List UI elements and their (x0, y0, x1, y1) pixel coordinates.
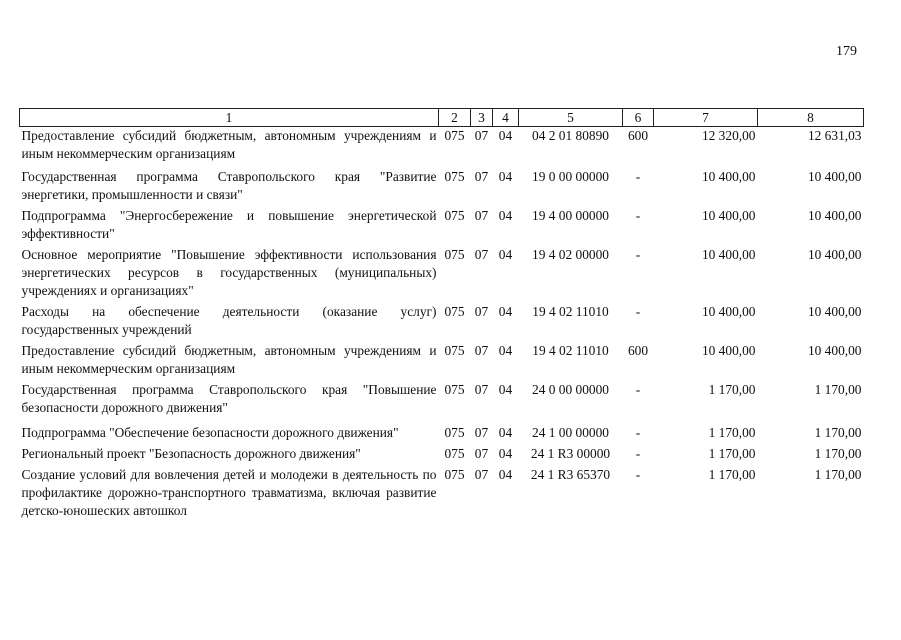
item-name: Государственная программа Ставропольского края "Повышение безопасности дорожного движения" (21, 382, 437, 415)
amount-col8: 1 170,00 (814, 382, 862, 397)
table-row (20, 243, 864, 300)
ministry-code: 075 (444, 208, 465, 223)
item-name: Региональный проект "Безопасность дорожного движения" (21, 446, 361, 461)
table-row (20, 163, 864, 204)
item-name: Расходы на обеспечение деятельности (оказание услуг) государственных учреждений (21, 304, 437, 337)
section-code: 07 (474, 169, 489, 184)
column-header: 7 (654, 109, 758, 127)
ministry-code: 075 (444, 425, 465, 440)
amount-col8: 10 400,00 (807, 304, 862, 319)
table-row (20, 339, 864, 378)
ministry-code: 075 (444, 247, 465, 262)
amount-col7: 1 170,00 (708, 467, 756, 482)
amount-col8: 10 400,00 (807, 169, 862, 184)
target-article-code: 24 0 00 00000 (532, 382, 609, 397)
item-name: Предоставление субсидий бюджетным, автономным учреждениям и иным некоммерческим организациям (21, 343, 437, 376)
expense-type-code: 600 (627, 343, 649, 358)
ministry-code: 075 (444, 169, 465, 184)
column-header: 6 (623, 109, 654, 127)
target-article-code: 19 0 00 00000 (532, 169, 609, 184)
expense-type-code: - (635, 169, 641, 184)
column-header: 5 (519, 109, 623, 127)
header-row (20, 109, 864, 127)
ministry-code: 075 (444, 467, 465, 482)
subsection-code: 04 (498, 208, 513, 223)
column-header: 1 (20, 109, 439, 127)
expense-type-code: - (635, 304, 641, 319)
item-name: Подпрограмма "Обеспечение безопасности дорожного движения" (21, 425, 399, 440)
ministry-code: 075 (444, 343, 465, 358)
item-name: Предоставление субсидий бюджетным, автономным учреждениям и иным некоммерческим организациям (21, 128, 437, 161)
target-article-code: 19 4 00 00000 (532, 208, 609, 223)
column-header: 3 (471, 109, 493, 127)
amount-col7: 1 170,00 (708, 382, 756, 397)
table-row (20, 442, 864, 463)
table-row (20, 204, 864, 243)
ministry-code: 075 (444, 382, 465, 397)
amount-col8: 10 400,00 (807, 247, 862, 262)
amount-col7: 1 170,00 (708, 425, 756, 440)
section-code: 07 (474, 208, 489, 223)
target-article-code: 24 1 R3 00000 (530, 446, 611, 461)
section-code: 07 (474, 247, 489, 262)
amount-col7: 10 400,00 (701, 343, 756, 358)
table-row (20, 127, 864, 164)
expense-type-code: - (635, 382, 641, 397)
section-code: 07 (474, 128, 489, 143)
subsection-code: 04 (498, 304, 513, 319)
target-article-code: 24 1 00 00000 (532, 425, 609, 440)
item-name: Создание условий для вовлечения детей и молодежи в деятельность по профилактике дорожно-транспортного травматизма, включая развитие детско-юношеских автошкол (21, 467, 437, 518)
column-header: 4 (493, 109, 519, 127)
expense-type-code: - (635, 247, 641, 262)
section-code: 07 (474, 467, 489, 482)
subsection-code: 04 (498, 446, 513, 461)
expense-type-code: 600 (627, 128, 649, 143)
subsection-code: 04 (498, 128, 513, 143)
target-article-code: 04 2 01 80890 (532, 128, 609, 143)
subsection-code: 04 (498, 467, 513, 482)
amount-col8: 1 170,00 (814, 467, 862, 482)
amount-col7: 10 400,00 (701, 208, 756, 223)
table-row (20, 300, 864, 339)
amount-col8: 12 631,03 (807, 128, 862, 143)
target-article-code: 19 4 02 11010 (532, 343, 609, 358)
amount-col8: 10 400,00 (807, 208, 862, 223)
table-row (20, 463, 864, 520)
target-article-code: 19 4 02 11010 (532, 304, 609, 319)
table-row (20, 417, 864, 442)
amount-col8: 1 170,00 (814, 425, 862, 440)
table-row (20, 378, 864, 417)
subsection-code: 04 (498, 382, 513, 397)
item-name: Государственная программа Ставропольского края "Развитие энергетики, промышленности и связи" (21, 169, 437, 202)
subsection-code: 04 (498, 169, 513, 184)
amount-col7: 1 170,00 (708, 446, 756, 461)
item-name: Подпрограмма "Энергосбережение и повышение энергетической эффективности" (21, 208, 437, 241)
section-code: 07 (474, 343, 489, 358)
target-article-code: 19 4 02 00000 (532, 247, 609, 262)
amount-col8: 1 170,00 (814, 446, 862, 461)
section-code: 07 (474, 304, 489, 319)
item-name: Основное мероприятие "Повышение эффективности использования энергетических ресурсов в государственных (муниципальных) учреждениях и организациях" (21, 247, 437, 298)
column-header: 2 (439, 109, 471, 127)
budget-table (19, 108, 864, 520)
section-code: 07 (474, 425, 489, 440)
ministry-code: 075 (444, 446, 465, 461)
column-header: 8 (758, 109, 864, 127)
amount-col7: 10 400,00 (701, 247, 756, 262)
expense-type-code: - (635, 425, 641, 440)
amount-col7: 10 400,00 (701, 169, 756, 184)
subsection-code: 04 (498, 343, 513, 358)
subsection-code: 04 (498, 425, 513, 440)
ministry-code: 075 (444, 304, 465, 319)
expense-type-code: - (635, 208, 641, 223)
amount-col8: 10 400,00 (807, 343, 862, 358)
ministry-code: 075 (444, 128, 465, 143)
amount-col7: 12 320,00 (701, 128, 756, 143)
subsection-code: 04 (498, 247, 513, 262)
section-code: 07 (474, 382, 489, 397)
target-article-code: 24 1 R3 65370 (530, 467, 611, 482)
section-code: 07 (474, 446, 489, 461)
page-number: 179 (836, 44, 857, 59)
expense-type-code: - (635, 446, 641, 461)
amount-col7: 10 400,00 (701, 304, 756, 319)
expense-type-code: - (635, 467, 641, 482)
